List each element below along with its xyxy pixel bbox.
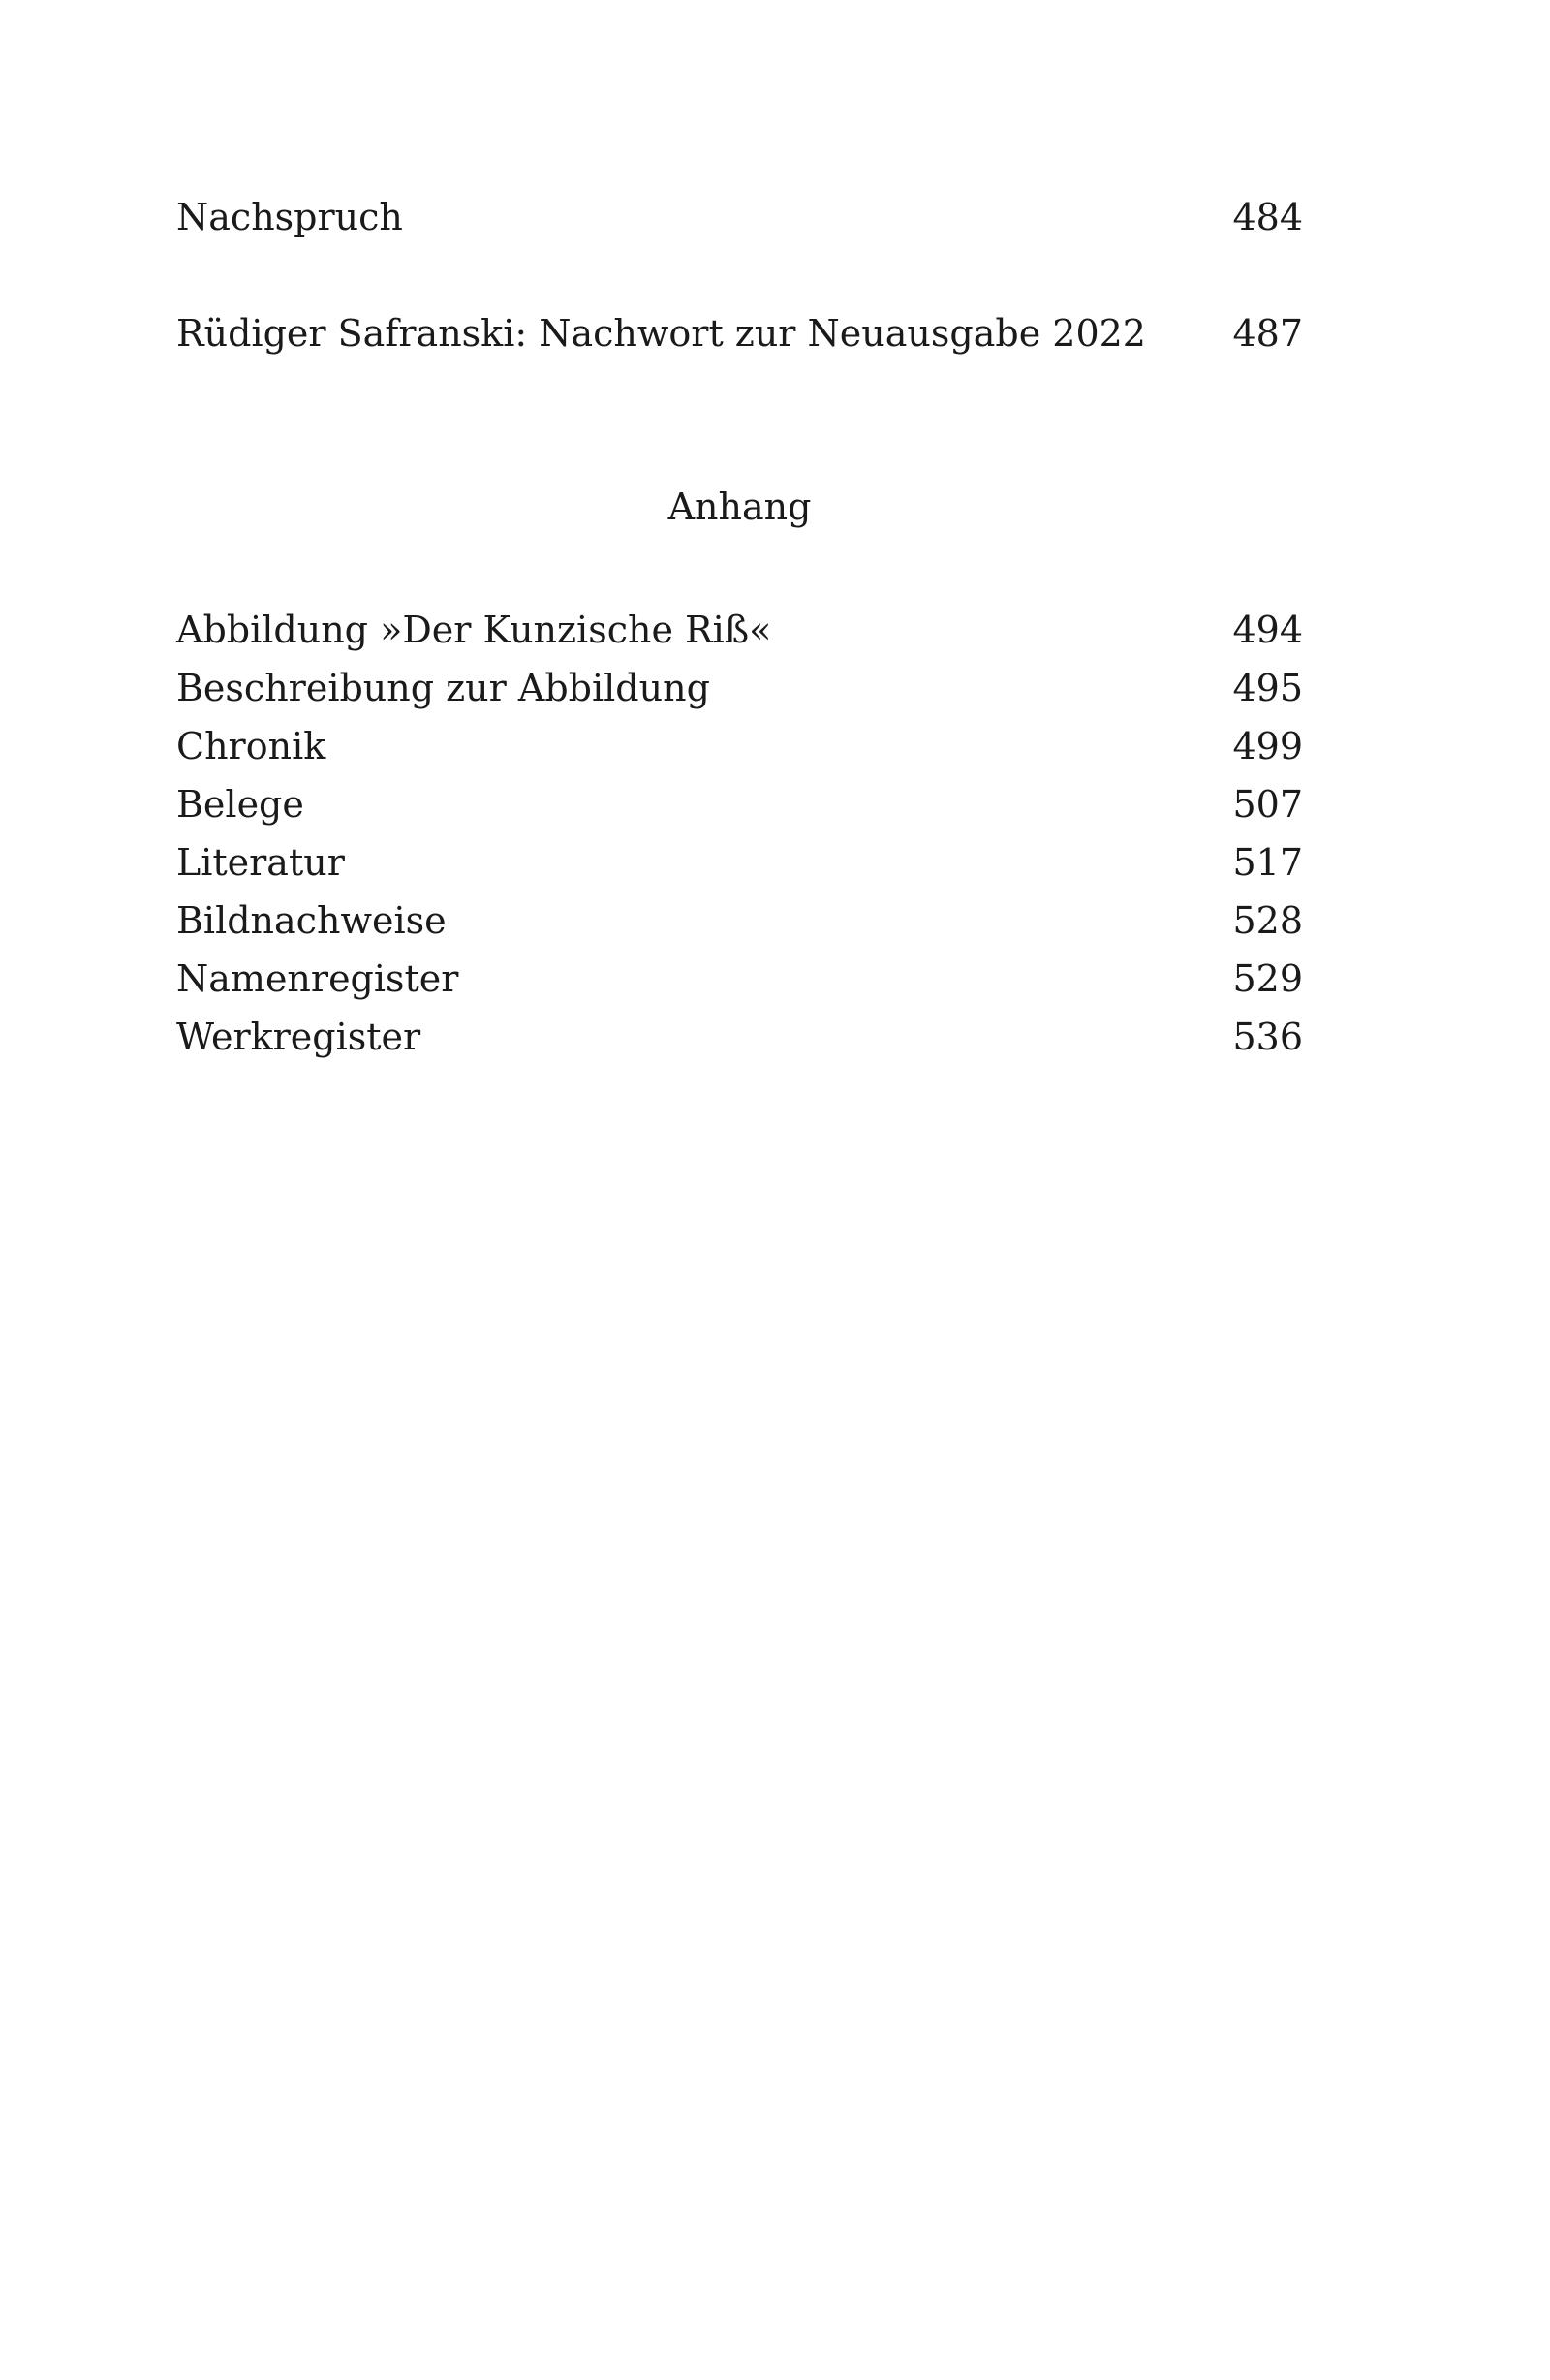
toc-entry-title: Chronik bbox=[176, 725, 326, 767]
toc-entry-page-number: 528 bbox=[1232, 899, 1303, 942]
toc-entry-page-number: 487 bbox=[1232, 312, 1303, 355]
toc-entry-belege bbox=[176, 777, 1303, 831]
toc-entry-page-number: 484 bbox=[1232, 196, 1303, 238]
toc-entry-literatur bbox=[176, 835, 1303, 890]
toc-entry-beschreibung bbox=[176, 661, 1303, 715]
toc-entry-page-number: 529 bbox=[1232, 957, 1303, 1000]
toc-entry-page-number: 499 bbox=[1232, 725, 1303, 767]
toc-entry-page-number: 517 bbox=[1232, 841, 1303, 884]
toc-entry-title: Literatur bbox=[176, 841, 345, 884]
toc-entry-title: Rüdiger Safranski: Nachwort zur Neuausgabe 2022 bbox=[176, 312, 1146, 355]
toc-entry-nachspruch bbox=[176, 190, 1303, 244]
appendix-heading: Anhang bbox=[667, 485, 812, 528]
toc-entry-nachwort bbox=[176, 306, 1303, 360]
toc-entry-title: Namenregister bbox=[176, 957, 459, 1000]
toc-entry-title: Beschreibung zur Abbildung bbox=[176, 667, 710, 709]
toc-entry-page-number: 495 bbox=[1232, 667, 1303, 709]
toc-entry-page-number: 494 bbox=[1232, 609, 1303, 651]
toc-entry-werkregister bbox=[176, 1010, 1303, 1064]
toc-entry-title: Nachspruch bbox=[176, 196, 403, 238]
toc-entry-abbildung bbox=[176, 603, 1303, 657]
toc-entry-title: Werkregister bbox=[176, 1016, 421, 1058]
toc-entry-namenregister bbox=[176, 952, 1303, 1006]
toc-entry-page-number: 536 bbox=[1232, 1016, 1303, 1058]
toc-entry-chronik bbox=[176, 719, 1303, 773]
toc-entry-title: Bildnachweise bbox=[176, 899, 447, 942]
toc-entry-title: Abbildung »Der Kunzische Riß« bbox=[176, 609, 772, 651]
toc-entry-title: Belege bbox=[176, 783, 304, 826]
toc-entry-page-number: 507 bbox=[1232, 783, 1303, 826]
toc-entry-bildnachweise bbox=[176, 893, 1303, 948]
